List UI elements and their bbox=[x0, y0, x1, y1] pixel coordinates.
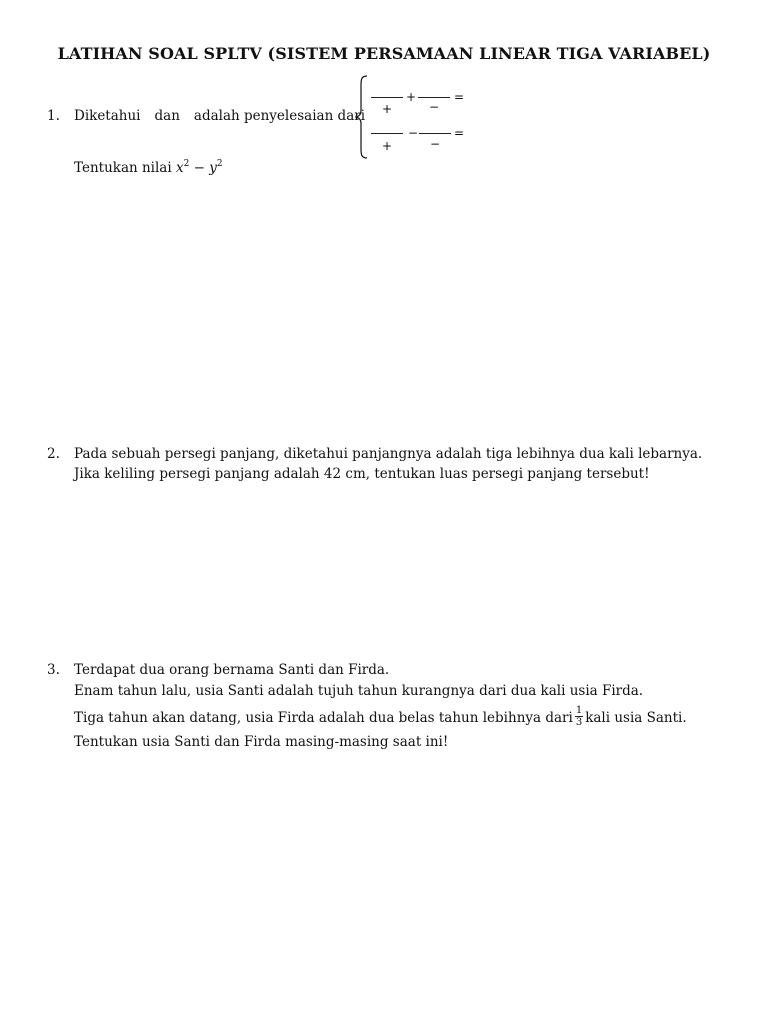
eq1-denominator-2: − bbox=[429, 100, 440, 114]
one-third-fraction bbox=[575, 705, 583, 728]
left-brace-icon bbox=[355, 74, 369, 160]
eq2-equals: = bbox=[454, 126, 465, 140]
q1-ask-minus: − bbox=[189, 160, 210, 176]
q1-text-part1: Diketahui bbox=[74, 108, 141, 124]
question-2-line-1: Pada sebuah persegi panjang, diketahui panjangnya adalah tiga lebihnya dua kali lebarnya. bbox=[74, 446, 703, 462]
eq2-denominator-1: + bbox=[382, 139, 393, 153]
q3-line-3-before: Tiga tahun akan datang, usia Firda adalah dua belas tahun lebihnya dari bbox=[74, 710, 573, 726]
eq1-equals: = bbox=[454, 90, 465, 104]
eq2-denominator-2: − bbox=[430, 137, 441, 151]
question-2-number: 2. bbox=[47, 446, 60, 462]
question-3-line-1: Terdapat dua orang bernama Santi dan Firda. bbox=[74, 662, 390, 678]
q1-text-part2: dan bbox=[154, 108, 180, 124]
page-title: LATIHAN SOAL SPLTV (SISTEM PERSAMAAN LINEAR TIGA VARIABEL) bbox=[57, 44, 711, 63]
question-3-line-4: Tentukan usia Santi dan Firda masing-masing saat ini! bbox=[74, 734, 449, 750]
eq1-fraction-bar-2 bbox=[418, 97, 450, 98]
fraction-numerator: 1 bbox=[575, 705, 583, 716]
question-1-ask bbox=[74, 160, 223, 176]
question-3-line-2: Enam tahun lalu, usia Santi adalah tujuh tahun kurangnya dari dua kali usia Firda. bbox=[74, 683, 644, 699]
eq2-fraction-bar-1 bbox=[371, 133, 403, 134]
q1-ask-exponent-2: 2 bbox=[216, 159, 223, 169]
equation-system bbox=[355, 74, 485, 160]
eq2-operator: − bbox=[408, 126, 419, 140]
question-1-number: 1. bbox=[47, 108, 60, 124]
q1-ask-prefix: Tentukan nilai bbox=[74, 160, 172, 176]
eq2-fraction-bar-2 bbox=[419, 133, 451, 134]
question-3-line-3 bbox=[74, 707, 687, 730]
question-1-line-1 bbox=[74, 108, 365, 124]
question-2-line-2: Jika keliling persegi panjang adalah 42 cm, tentukan luas persegi panjang tersebut! bbox=[74, 466, 650, 482]
q1-ask-x: x bbox=[175, 160, 184, 176]
question-3-number: 3. bbox=[47, 662, 60, 678]
eq1-fraction-bar-1 bbox=[371, 97, 403, 98]
q1-text-part3: adalah penyelesaian dari bbox=[193, 108, 366, 124]
fraction-denominator: 3 bbox=[575, 717, 583, 728]
q3-line-3-after: kali usia Santi. bbox=[585, 710, 687, 726]
eq1-operator: + bbox=[406, 90, 417, 104]
q1-ask-exponent-1: 2 bbox=[183, 159, 190, 169]
q1-ask-y: y bbox=[209, 160, 217, 176]
eq1-denominator-1: + bbox=[382, 102, 393, 116]
